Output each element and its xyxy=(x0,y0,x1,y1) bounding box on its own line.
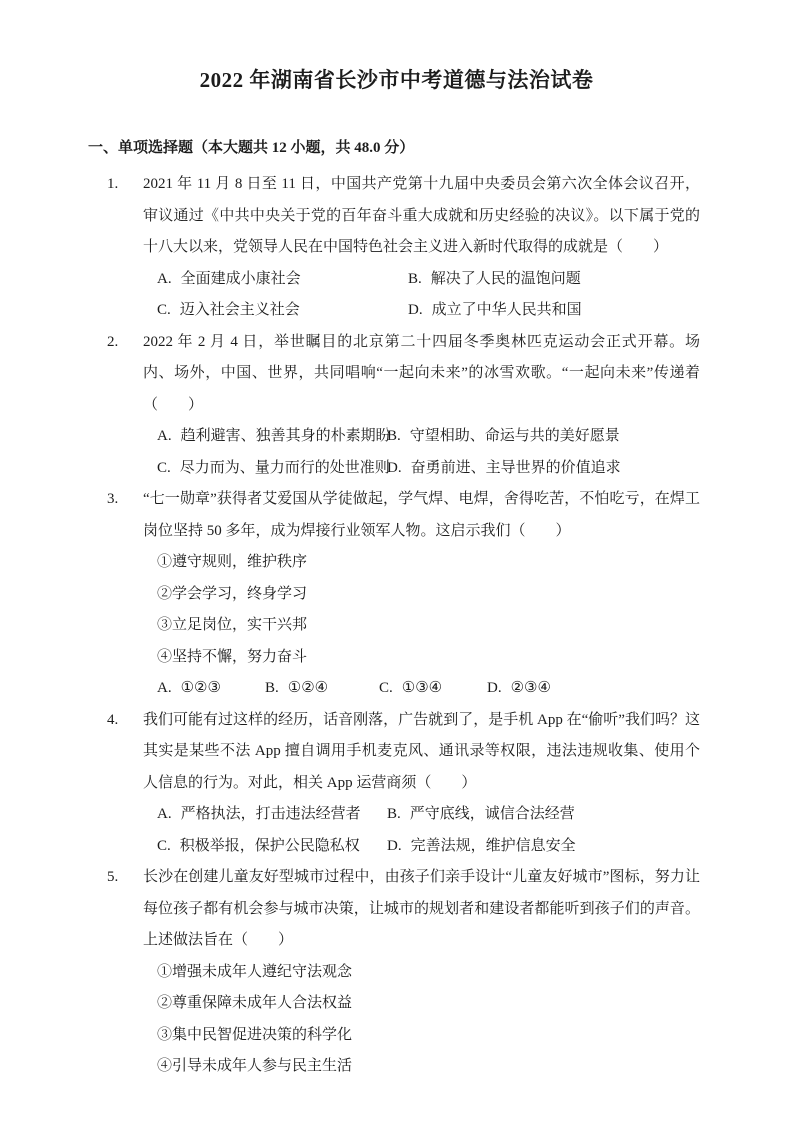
question-2-stem: 2022 年 2 月 4 日，举世瞩目的北京第二十四届冬季奥林匹克运动会正式开幕。场内、场外，中国、世界，共同唱响“一起向未来”的冰雪欢歌。“一起向未来”传递着（ ） xyxy=(143,333,700,413)
question-3-option-a xyxy=(157,673,265,705)
question-3-subitem-3: ③立足岗位，实干兴邦 xyxy=(157,617,308,633)
option-text: 积极举报，保护公民隐私权 xyxy=(179,837,360,854)
option-label: A. xyxy=(157,270,172,287)
question-1-stem: 2021 年 11 月 8 日至 11 日，中国共产党第十九届中央委员会第六次全体会议召开，审议通过《中共中央关于党的百年奋斗重大成就和历史经验的决议》。以下属于党的十八大以来，党领导人民在中国特色社会主义进入新时代取得的成就是（ ） xyxy=(143,176,700,255)
question-1-option-c xyxy=(157,295,408,327)
option-label: D. xyxy=(387,459,402,476)
option-text: 完善法规，维护信息安全 xyxy=(410,837,576,854)
question-3-option-d xyxy=(487,673,700,705)
option-label: D. xyxy=(487,680,502,696)
question-3-option-c xyxy=(379,673,487,705)
question-3-subitem-4: ④坚持不懈，努力奋斗 xyxy=(157,648,308,665)
option-label: C. xyxy=(157,837,171,854)
question-4-stem: 我们可能有过这样的经历，话音刚落，广告就到了，是手机 App 在“偷听”我们吗？这其实是某些不法 App 擅自调用手机麦克风、通讯录等权限，违法违规收集、使用个人信息的行为。对此，相关 App 运营商须（ ） xyxy=(143,711,700,791)
option-text: ②③④ xyxy=(510,680,551,696)
question-4-options xyxy=(157,799,700,862)
question-2 xyxy=(107,327,793,485)
option-label: C. xyxy=(157,302,171,318)
option-text: 全面建成小康社会 xyxy=(180,270,301,287)
question-3-subitem-2: ②学会学习，终身学习 xyxy=(157,585,308,602)
question-2-option-d xyxy=(387,453,700,485)
option-text: 严格执法，打击违法经营者 xyxy=(180,806,361,822)
question-4-option-c xyxy=(157,831,387,863)
question-5-number: 5. xyxy=(107,869,119,885)
option-text: 奋勇前进、主导世界的价值追求 xyxy=(410,459,621,476)
option-text: 趋利避害、独善其身的朴素期盼 xyxy=(180,428,391,444)
question-3-body xyxy=(143,484,700,705)
question-2-option-c xyxy=(157,453,390,485)
option-label: B. xyxy=(387,806,401,822)
question-5-stem: 长沙在创建儿童友好型城市过程中，由孩子们亲手设计“儿童友好城市”图标，努力让每位孩子都有机会参与城市决策，让城市的规划者和建设者都能听到孩子们的声音。上述做法旨在（ ） xyxy=(143,869,700,948)
option-label: C. xyxy=(157,459,171,476)
question-4-option-a xyxy=(157,799,387,831)
option-text: ①②④ xyxy=(287,680,329,696)
question-2-option-a xyxy=(157,421,391,453)
question-4 xyxy=(107,705,793,863)
option-text: ①③④ xyxy=(401,680,443,696)
question-4-option-d xyxy=(387,831,700,863)
question-2-body xyxy=(143,327,700,485)
question-1 xyxy=(107,169,793,327)
option-label: A. xyxy=(157,428,172,444)
question-1-option-b xyxy=(408,264,700,296)
question-3-option-b xyxy=(265,673,379,705)
question-3-subitem-1: ①遵守规则，维护秩序 xyxy=(157,554,308,570)
option-text: 解决了人民的温饱问题 xyxy=(430,270,581,287)
option-text: ①②③ xyxy=(180,680,221,696)
question-5-subitem-4: ④引导未成年人参与民主生活 xyxy=(157,1058,353,1074)
option-label: B. xyxy=(408,270,422,287)
question-5-subitem-3: ③集中民智促进决策的科学化 xyxy=(157,1026,353,1043)
question-5 xyxy=(107,862,793,1083)
option-text: 尽力而为、量力而行的处世准则 xyxy=(179,459,390,476)
option-text: 成立了中华人民共和国 xyxy=(431,302,582,318)
question-5-body xyxy=(143,862,700,1083)
question-2-number: 2. xyxy=(107,333,119,350)
option-label: D. xyxy=(408,302,423,318)
question-2-option-b xyxy=(387,421,700,453)
question-4-option-b xyxy=(387,799,700,831)
question-list xyxy=(0,169,793,1083)
question-3-options xyxy=(157,673,700,705)
question-1-option-d xyxy=(408,295,700,327)
option-label: A. xyxy=(157,806,172,822)
page-title: 2022 年湖南省长沙市中考道德与法治试卷 xyxy=(199,68,594,92)
option-label: B. xyxy=(265,680,279,696)
question-1-options xyxy=(157,264,700,327)
question-1-body xyxy=(143,169,700,327)
option-text: 守望相助、命运与共的美好愿景 xyxy=(409,428,620,444)
section-header: 一、单项选择题（本大题共 12 小题，共 48.0 分） xyxy=(88,140,415,156)
question-4-body xyxy=(143,705,700,863)
option-label: B. xyxy=(387,428,401,444)
question-1-option-a xyxy=(157,264,408,296)
question-3-stem: “七一勋章”获得者艾爱国从学徒做起，学气焊、电焊，舍得吃苦，不怕吃亏，在焊工岗位坚持 50 多年，成为焊接行业领军人物。这启示我们（ ） xyxy=(143,491,700,539)
question-3 xyxy=(107,484,793,705)
question-4-number: 4. xyxy=(107,711,119,728)
question-2-options xyxy=(157,421,700,484)
option-label: D. xyxy=(387,837,402,854)
question-5-subitem-1: ①增强未成年人遵纪守法观念 xyxy=(157,963,353,980)
option-text: 迈入社会主义社会 xyxy=(179,302,300,318)
option-label: C. xyxy=(379,680,393,696)
option-text: 严守底线，诚信合法经营 xyxy=(409,806,575,822)
option-label: A. xyxy=(157,680,172,696)
question-3-number: 3. xyxy=(107,491,119,507)
question-1-number: 1. xyxy=(107,176,119,192)
question-5-subitem-2: ②尊重保障未成年人合法权益 xyxy=(157,995,353,1011)
